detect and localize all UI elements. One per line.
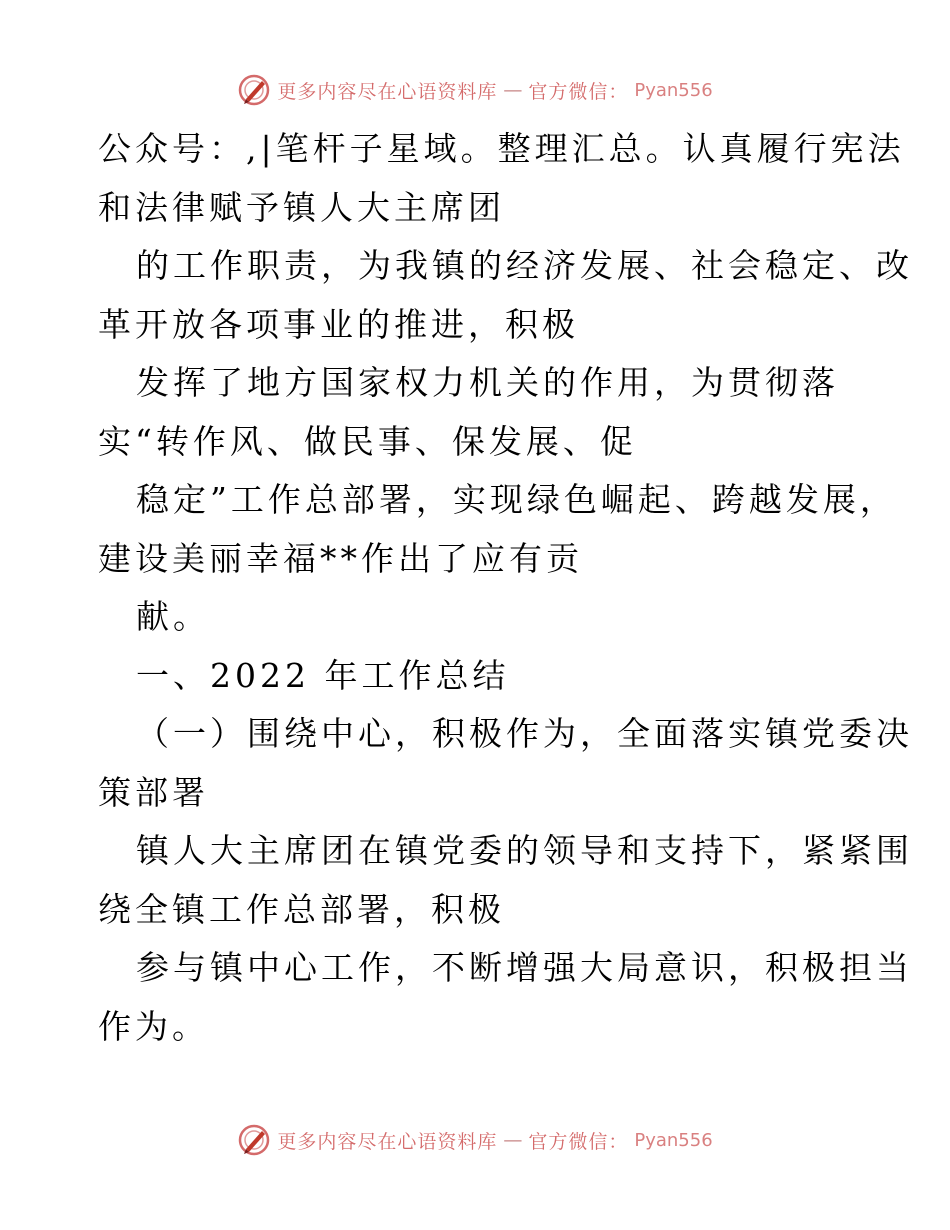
watermark-wechat-label: 官方微信： — [528, 1130, 629, 1153]
header-watermark — [0, 70, 950, 110]
text-line: 发挥了地方国家权力机关的作用，为贯彻落 — [136, 363, 839, 402]
watermark-main-text: 更多内容尽在心语资料库 — [277, 1130, 498, 1153]
watermark-wechat-id: Pyan556 — [634, 79, 713, 101]
text-line: 献。 — [136, 597, 210, 636]
text-line: 的工作职责，为我镇的经济发展、社会稳定、改 — [136, 246, 913, 285]
text-line: 革开放各项事业的推进，积极 — [98, 304, 579, 344]
section-heading: 一、2022 年工作总结 — [136, 655, 510, 695]
watermark-wechat-id: Pyan556 — [634, 1129, 713, 1151]
text-line: 绕全镇工作总部署，积极 — [98, 889, 505, 929]
watermark-main-text: 更多内容尽在心语资料库 — [277, 80, 498, 103]
watermark-separator: — — [503, 79, 523, 101]
text-line: 和法律赋予镇人大主席团 — [98, 187, 505, 227]
text-line: 稳定”工作总部署，实现绿色崛起、跨越发展， — [136, 480, 897, 519]
footer-watermark — [0, 1120, 950, 1160]
text-line: 作为。 — [98, 1006, 209, 1046]
text-line: 建设美丽幸福**作出了应有贡 — [98, 538, 583, 578]
subsection-heading: （一）围绕中心，积极作为，全面落实镇党委决 — [136, 714, 913, 753]
text-line: 镇人大主席团在镇党委的领导和支持下，紧紧围 — [136, 831, 913, 870]
pen-logo-icon — [237, 73, 271, 107]
pen-logo-icon — [237, 1123, 271, 1157]
subsection-heading-continued: 策部署 — [98, 772, 209, 812]
watermark-wechat-label: 官方微信： — [528, 80, 629, 103]
document-body — [98, 120, 913, 1056]
watermark-separator: — — [503, 1129, 523, 1151]
text-line: 公众号：,|笔杆子星域。整理汇总。认真履行宪法 — [98, 129, 905, 168]
text-line: 参与镇中心工作，不断增强大局意识，积极担当 — [136, 948, 913, 987]
text-line: 实“转作风、做民事、保发展、促 — [98, 421, 637, 461]
